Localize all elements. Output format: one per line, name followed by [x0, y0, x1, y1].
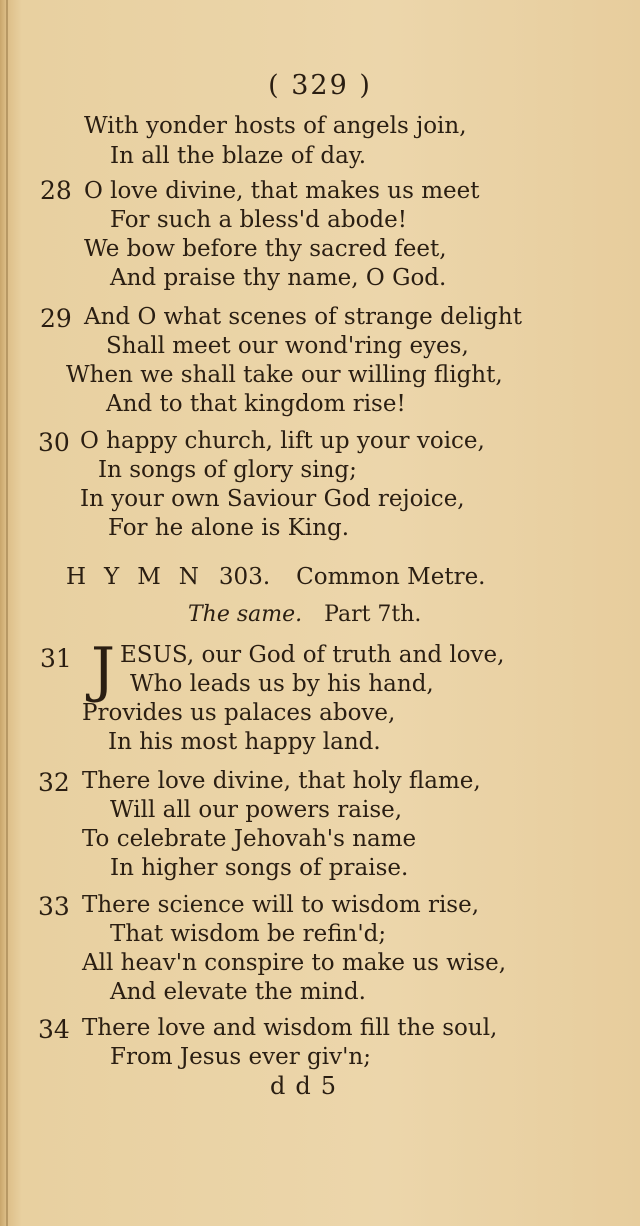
page-edge: [6, 0, 8, 1226]
verse-line: And O what scenes of strange delight: [84, 304, 522, 330]
hymn-number: 303.: [218, 564, 271, 590]
verse-number: 33: [38, 892, 70, 921]
verse-line: O love divine, that makes us meet: [84, 178, 480, 204]
verse-line: And praise thy name, O God.: [110, 265, 447, 291]
verse-line: In all the blaze of day.: [110, 143, 367, 169]
hymn-part: Part 7th.: [324, 602, 422, 627]
verse-line: There love and wisdom fill the soul,: [82, 1015, 498, 1041]
verse-line: And to that kingdom rise!: [106, 391, 406, 417]
verse-number: 30: [38, 428, 70, 457]
verse-line: From Jesus ever giv'n;: [110, 1044, 371, 1070]
verse-line: To celebrate Jehovah's name: [82, 826, 417, 852]
verse-line: O happy church, lift up your voice,: [80, 428, 485, 454]
verse-line: We bow before thy sacred feet,: [84, 236, 447, 262]
verse-line: There love divine, that holy flame,: [82, 768, 481, 794]
hymn-subheading: [188, 601, 421, 629]
verse-line: Who leads us by his hand,: [130, 671, 434, 697]
verse-line: When we shall take our willing flight,: [66, 362, 503, 388]
verse-line: In songs of glory sing;: [98, 457, 357, 483]
hymn-heading: [66, 563, 586, 591]
verse-number: 31: [40, 644, 72, 673]
verse-line: For such a bless'd abode!: [110, 207, 408, 233]
verse-line: Shall meet our wond'ring eyes,: [106, 333, 469, 359]
verse-line: Will all our powers raise,: [110, 797, 403, 823]
verse-line: That wisdom be refin'd;: [110, 921, 387, 947]
verse-number: 29: [40, 304, 72, 333]
verse-line: And elevate the mind.: [110, 979, 366, 1005]
signature-mark: dd5: [270, 1072, 346, 1100]
verse-line: There science will to wisdom rise,: [82, 892, 480, 918]
verse-line: In higher songs of praise.: [110, 855, 409, 881]
verse-line: For he alone is King.: [108, 515, 350, 541]
verse-line: In your own Saviour God rejoice,: [80, 486, 465, 512]
verse-number: 32: [38, 768, 70, 797]
drop-cap: J: [91, 635, 116, 705]
hymn-same: The same.: [188, 602, 303, 627]
verse-line: All heav'n conspire to make us wise,: [82, 950, 507, 976]
verse-line: ESUS, our God of truth and love,: [120, 642, 505, 668]
hymn-metre: Common Metre.: [296, 564, 486, 590]
verse-line: Provides us palaces above,: [82, 700, 396, 726]
verse-number: 34: [38, 1015, 70, 1044]
hymn-label: HYMN: [66, 564, 217, 590]
verse-line: In his most happy land.: [108, 729, 381, 755]
verse-line: With yonder hosts of angels join,: [84, 113, 467, 139]
page-number: ( 329 ): [268, 70, 372, 101]
verse-number: 28: [40, 176, 72, 205]
